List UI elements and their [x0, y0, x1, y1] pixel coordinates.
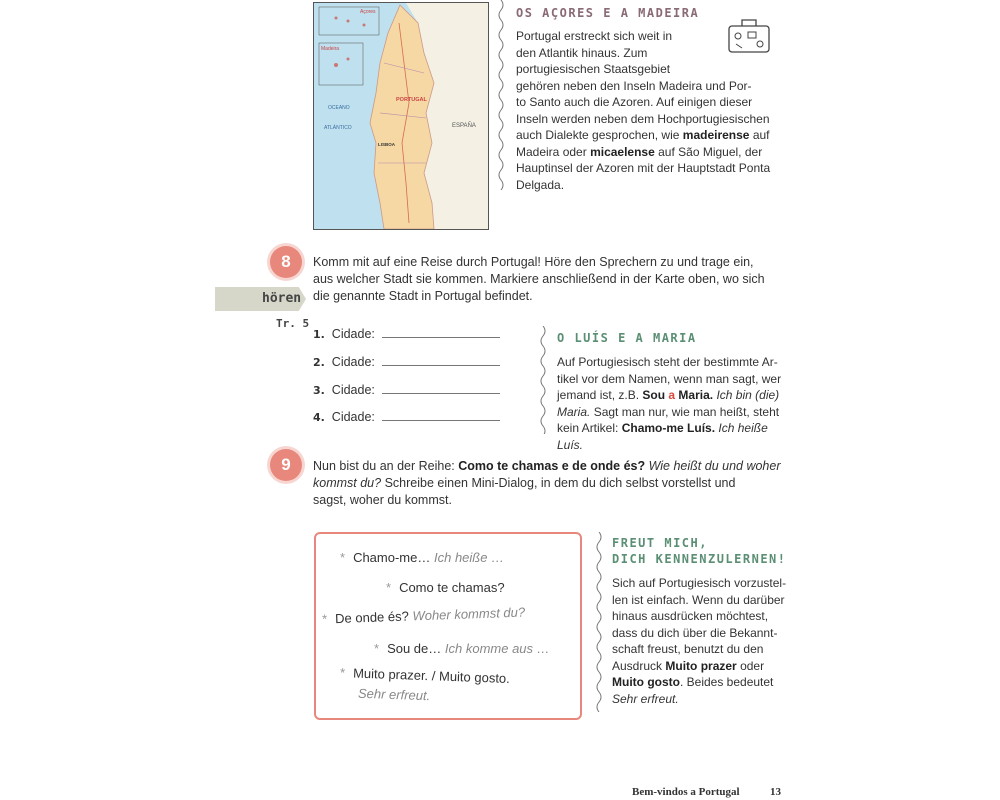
- dialog-line-5-translation: Sehr erfreut.: [357, 685, 431, 704]
- azores-box-title: OS AÇORES E A MADEIRA: [516, 6, 700, 20]
- dialog-line-2: * Como te chamas?: [386, 580, 505, 595]
- city-answer-line-3[interactable]: [382, 393, 500, 394]
- map-label-espana: ESPAÑA: [452, 123, 476, 129]
- portugal-map: [313, 2, 489, 230]
- city-answer-line-4[interactable]: [382, 420, 500, 421]
- map-label-portugal: PORTUGAL: [396, 97, 427, 103]
- exercise-8-number: 8: [270, 246, 302, 278]
- city-answer-line-1[interactable]: [382, 337, 500, 338]
- dialog-line-3: * De onde és? Woher kommst du?: [321, 604, 526, 627]
- squiggle-divider: [538, 326, 548, 434]
- city-item-3: 3. Cidade:: [313, 383, 375, 397]
- dialog-line-1: * Chamo-me… Ich heiße …: [340, 550, 505, 565]
- map-label-oceano: OCEANO: [328, 105, 350, 111]
- squiggle-divider: [496, 0, 506, 190]
- azores-box-text: Portugal erstreckt sich weit in den Atlantik hinaus. Zum portugiesischen Staatsgebiet gehören neben den Inseln Madeira und Por- to Santo auch die Azoren. Auf einigen dieser Inseln werden neben dem Hochportugiesischen auch Dialekte gesprochen, wie madeirense auf Madeira oder micaelense auf São Miguel, der Hauptinsel der Azoren mit der Hauptstadt Ponta Delgada.: [516, 29, 771, 192]
- luis-box-title: O LUÍS E A MARIA: [557, 331, 697, 345]
- dialog-line-5: * Muito prazer. / Muito gosto.: [339, 665, 511, 686]
- footer-title: Bem-vindos a Portugal: [632, 786, 740, 798]
- map-label-lisboa: LISBOA: [378, 142, 396, 147]
- map-label-azores: Açores: [360, 9, 376, 15]
- city-item-4: 4. Cidade:: [313, 410, 375, 424]
- freut-box-title: FREUT MICH, DICH KENNENZULERNEN!: [612, 536, 787, 566]
- city-item-2: 2. Cidade:: [313, 355, 375, 369]
- exercise-9-text: Nun bist du an der Reihe: Como te chamas e de onde és? Wie heißt du und woher kommst du? Schreibe einen Mini-Dialog, in dem du dich selbst vorstellst und sagst, woher du kommst.: [313, 459, 781, 507]
- luis-box-text: Auf Portugiesisch steht der bestimmte Ar- tikel vor dem Namen, wenn man sagt, wer jemand ist, z.B. Sou a Maria. Ich bin (die) Maria. Sagt man nur, wie man heißt, steht kein Artikel: Chamo-me Luís. Ich heiße Luís.: [557, 355, 782, 452]
- map-label-atlantico: ATLÁNTICO: [324, 125, 352, 131]
- exercise-8-text: Komm mit auf eine Reise durch Portugal! Höre den Sprechern zu und trage ein, aus welcher Stadt sie kommen. Markiere anschließend in der Karte oben, wo sich die genannte Stadt in Portugal befindet.: [313, 255, 765, 303]
- mini-dialog-box: [314, 532, 582, 720]
- page-number: 13: [770, 786, 781, 798]
- city-answer-line-2[interactable]: [382, 365, 500, 366]
- exercise-9-number: 9: [270, 449, 302, 481]
- squiggle-divider: [594, 532, 604, 712]
- freut-box-text: Sich auf Portugiesisch vorzustel- len ist einfach. Wenn du darüber hinaus ausdrücken möchtest, dass du dich über die Bekannt- schaft freust, benutzt du den Ausdruck Muito prazer oder Muito gosto. Beides bedeutet Sehr erfreut.: [612, 576, 787, 706]
- track-number: Tr. 5: [276, 317, 310, 330]
- listening-label: hören: [262, 291, 302, 306]
- city-item-1: 1. Cidade:: [313, 327, 375, 341]
- dialog-line-4: * Sou de… Ich komme aus …: [374, 641, 550, 656]
- map-label-madeira: Madeira: [321, 46, 340, 52]
